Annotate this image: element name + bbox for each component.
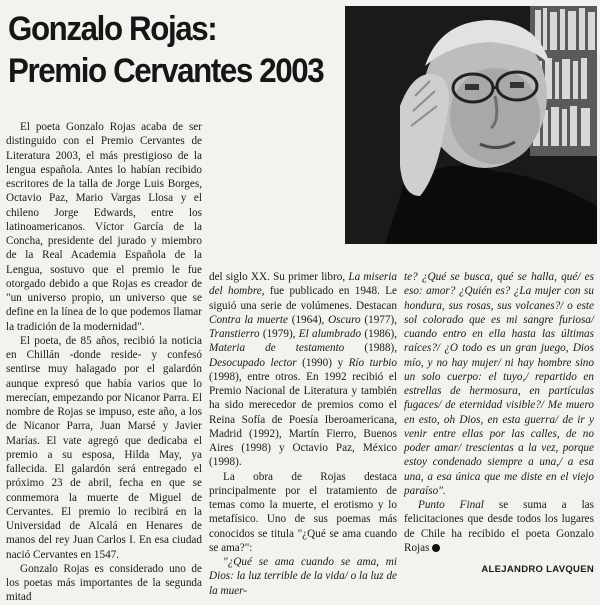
- headline-line-2: Premio Cervantes 2003: [8, 52, 324, 90]
- paragraph: El poeta Gonzalo Rojas acaba de ser distinguido con el Premio Cervantes de Literatura 2003, el más prestigioso de la lengua española. Antes lo habían recibido escritores de la talla de Jorge Luis Borges, Octavio Paz, Mario Vargas Llosa y el chileno Jorge Edwards, entre los latinoamericanos. Víctor García de la Concha, presidente del jurado y miembro de la Real Academia Española de la Lengua, sostuvo que el premio le fue otorgado debido a que Rojas es creador de "un universo propio, un universo que se define en la línea de lo que podemos llamar la tradición de la modernidad".: [6, 121, 202, 333]
- article-column-1: [6, 120, 202, 605]
- author-portrait-photo: [345, 6, 597, 244]
- poem-excerpt: "¿Qué se ama cuando se ama, mi Dios: la luz terrible de la vida/ o la luz de la muer-: [209, 556, 397, 597]
- article-headline: [8, 8, 324, 92]
- closing-paragraph: Punto Final se suma a las felicitaciones que desde todos los lugares de Chile ha recibido el poeta Gonzalo Rojas: [404, 499, 594, 554]
- paragraph-books: del siglo XX. Su primer libro, La miseria del hombre, fue publicado en 1948. Le siguió una serie de volúmenes. Destacan Contra la muerte (1964), Oscuro (1977), Transtierro (1979), El alumbrado (1986), Materia de testamento (1988), Desocupado lector (1990) y Río turbio (1998), entre otros. En 1992 recibió el Premio Nacional de Literatura y también ha sido merecedor de premios como el Reina Sofía de Poesía Iberoamericana, Madrid (1992), Martín Fierro, Buenos Aires (1998) y Octavio Paz, México (1998).: [209, 271, 398, 469]
- article-column-3: [404, 270, 594, 577]
- poem-continuation: te? ¿Qué se busca, qué se halla, qué/ es eso: amor? ¿Quién es? ¿La mujer con su hondura, sus rosas, sus volcanes?/ o este sol colorado que es mi sangre furiosa/ cuando entro en ella hasta las últimas raíces?/ ¿O todo es un gran juego, Dios mío, y no hay mujer/ ni hay hombre sino un solo cuerpo: el tuyo,/ repartido en estrellas de hermosura, en partículas fugaces/ de eternidad visible?/ Me muero en esto, oh Dios, en esta guerra/ de ir y venir entre ellas por las calles, de no poder amar/ trescientas a la vez, porque estoy condenado siempre a una,/ a esa una, a esa única que me diste en el viejo paraíso".: [404, 271, 594, 497]
- paragraph: Gonzalo Rojas es considerado uno de los poetas más importantes de la segunda mitad: [6, 562, 202, 604]
- paragraph: La obra de Rojas destaca principalmente por el tratamiento de temas como la muerte, el erotismo y lo metafísico. Uno de sus poemas más conocidos se titula "¿Qué se ama cuando se ama?":: [209, 470, 397, 554]
- author-byline: ALEJANDRO LAVQUEN: [481, 564, 594, 575]
- article-column-2: [209, 270, 397, 598]
- end-mark-bullet-icon: [432, 544, 440, 552]
- portrait-image: [345, 6, 597, 244]
- headline-line-1: Gonzalo Rojas:: [8, 10, 217, 48]
- paragraph: El poeta, de 85 años, recibió la noticia en Chillán -donde reside- y confesó sentirse muy halagado por el galardón aunque expresó que había varios que lo merecían, empezando por Nicanor Parra. El nombre de Rojas se impuso, este año, a los de Nicanor Parra, Juan Marsé y Javier Marías. El vate agregó que dedicaba el premio a su esposa, Hilda May, ya fallecida. El galardón será entregado el próximo 23 de abril, fecha en que se conmemora la muerte de Miguel de Cervantes. El premio lo recibirá en la Universidad de Alcalá en Henares de manos del rey Juan Carlos I. En esa ciudad nació Cervantes en 1547.: [6, 334, 202, 561]
